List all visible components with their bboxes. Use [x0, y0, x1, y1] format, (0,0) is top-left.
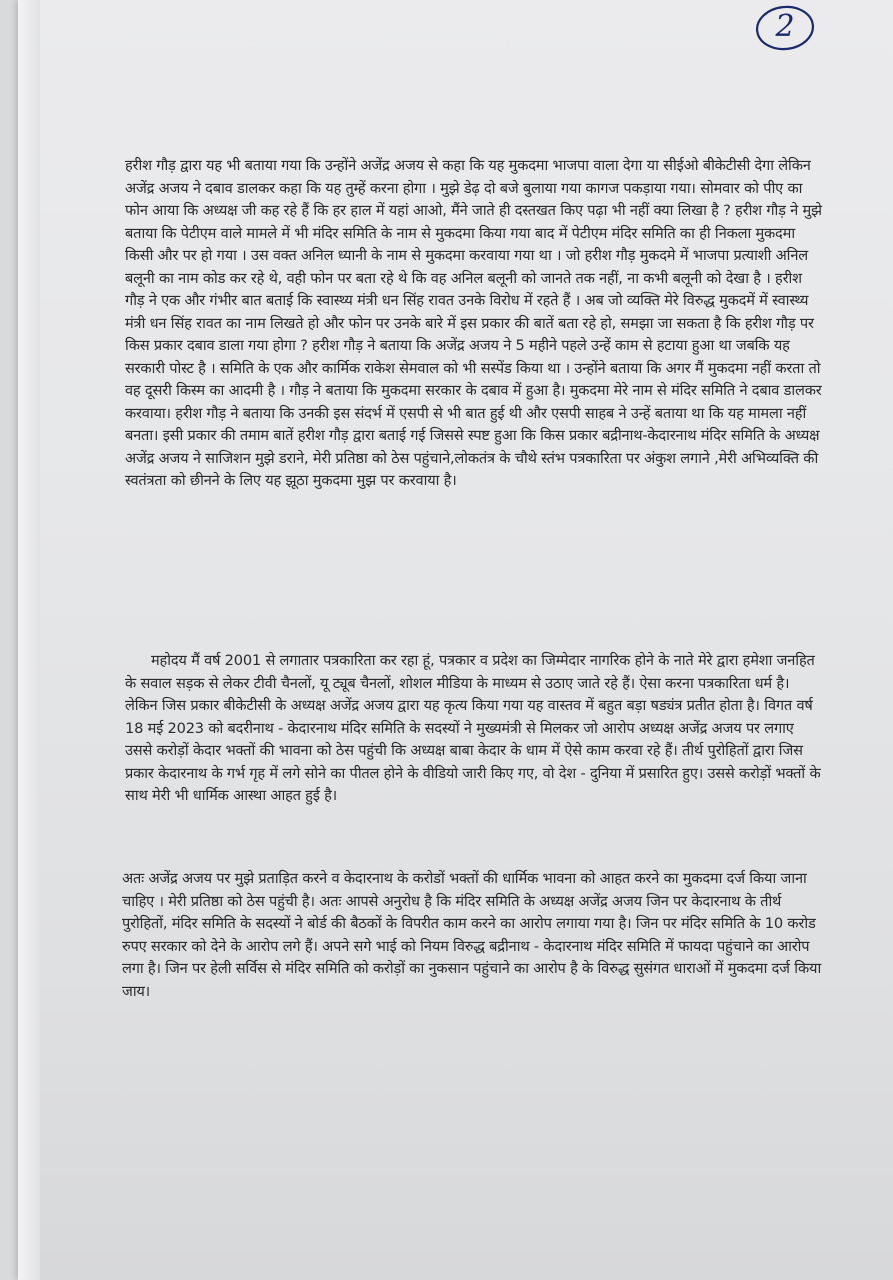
document-page — [18, 0, 893, 1280]
page-number — [753, 2, 817, 52]
paragraph-2: महोदय मैं वर्ष 2001 से लगातार पत्रकारिता कर रहा हूं, पत्रकार व प्रदेश का जिम्मेदार नागरिक होने के नाते मेरे द्वारा हमेशा जनहित के सवाल सड़क से लेकर टीवी चैनलों, यू ट्यूब चैनलों, शोशल मीडिया के माध्यम से उठाए जाते रहे हैं। ऐसा करना पत्रकारिता धर्म है। लेकिन जिस प्रकार बीकेटीसी के अध्यक्ष अजेंद्र अजय द्वारा यह कृत्य किया गया यह वास्तव में बहुत बड़ा षड्यंत्र प्रतीत होता है। विगत वर्ष 18 मई 2023 को बदरीनाथ - केदारनाथ मंदिर समिति के सदस्यों ने मुख्यमंत्री से मिलकर जो आरोप अध्यक्ष अजेंद्र अजय पर लगाए उससे करोड़ों केदार भक्तों की भावना को ठेस पहुंची कि अध्यक्ष बाबा केदार के धाम में ऐसे काम करवा रहे हैं। तीर्थ पुरोहितों द्वारा जिस प्रकार केदारनाथ के गर्भ गृह में लगे सोने का पीतल होने के वीडियो जारी किए गए, वो देश - दुनिया में प्रसारित हुए। उससे करोड़ों भक्तों के साथ मेरी भी धार्मिक आस्था आहत हुई है। — [125, 652, 821, 804]
paragraph-3: अतः अजेंद्र अजय पर मुझे प्रताड़ित करने व केदारनाथ के करोडों भक्तों की धार्मिक भावना को आहत करने का मुकदमा दर्ज किया जाना चाहिए । मेरी प्रतिष्ठा को ठेस पहुंची है। अतः आपसे अनुरोध है कि मंदिर समिति के अध्यक्ष अजेंद्र अजय जिन पर केदारनाथ के तीर्थ पुरोहितों, मंदिर समिति के सदस्यों ने बोर्ड की बैठकों के विपरीत काम करने का आरोप लगाया गया है। जिन पर मंदिर समिति के 10 करोड रुपए सरकार को देने के आरोप लगे हैं। अपने सगे भाई को नियम विरुद्ध बद्रीनाथ - केदारनाथ मंदिर समिति में फायदा पहुंचाने का आरोप लगा है। जिन पर हेली सर्विस से मंदिर समिति को करोड़ों का नुकसान पहुंचाने का आरोप है के विरुद्ध सुसंगत धाराओं में मुकदमा दर्ज किया जाय। — [122, 870, 822, 1000]
paragraph-1: हरीश गौड़ द्वारा यह भी बताया गया कि उन्होंने अजेंद्र अजय से कहा कि यह मुकदमा भाजपा वाला देगा या सीईओ बीकेटीसी देगा लेकिन अजेंद्र अजय ने दबाव डालकर कहा कि यह तुम्हें करना होगा । मुझे डेढ़ दो बजे बुलाया गया कागज पकड़ाया गया। सोमवार को पीए का फोन आया कि अध्यक्ष जी कह रहे हैं कि हर हाल में यहां आओ, मैंने जाते ही दस्तखत किए पढ़ा भी नहीं क्या लिखा है ? हरीश गौड़ ने मुझे बताया कि पेटीएम वाले मामले में भी मंदिर समिति के नाम से मुकदमा किया गया बाद में पेटीएम मंदिर समिति का ही निकला मुकदमा किसी और पर हो गया । उस वक्त अनिल ध्यानी के नाम से मुकदमा करवाया गया था । जो हरीश गौड़ मुकदमे में भाजपा प्रत्याशी अनिल बलूनी का नाम कोड कर रहे थे, वही फोन पर बता रहे थे कि वह अनिल बलूनी को जानते तक नहीं, ना कभी बलूनी को देखा है । हरीश गौड़ ने एक और गंभीर बात बताई कि स्वास्थ्य मंत्री धन सिंह रावत उनके विरोध में रहते हैं । अब जो व्यक्ति मेरे विरुद्ध मुकदमें में स्वास्थ्य मंत्री धन सिंह रावत का नाम लिखते हो और फोन पर उनके बारे में इस प्रकार की बातें बता रहे हो, समझा जा सकता है कि हरीश गौड़ पर किस प्रकार दबाव डाला गया होगा ? हरीश गौड़ ने बताया कि अजेंद्र अजय ने 5 महीने पहले उन्हें काम से हटाया हुआ था जबकि यह सरकारी पोस्ट है । समिति के एक और कार्मिक राकेश सेमवाल को भी सस्पेंड किया था । उन्होंने बताया कि अगर मैं मुकदमा नहीं करता तो वह दूसरी किस्म का आदमी है । गौड़ ने बताया कि मुकदमा सरकार के दबाव में हुआ है। मुकदमा मेरे नाम से मंदिर समिति ने दबाव डालकर करवाया। हरीश गौड़ ने बताया कि उनकी इस संदर्भ में एसपी से भी बात हुई थी और एसपी साहब ने उन्हें बताया था कि यह मामला नहीं बनता। इसी प्रकार की तमाम बातें हरीश गौड़ द्वारा बताई गई जिससे स्पष्ट हुआ कि किस प्रकार बद्रीनाथ-केदारनाथ मंदिर समिति के अध्यक्ष अजेंद्र अजय ने साजिशन मुझे डराने, मेरी प्रतिष्ठा को ठेस पहुंचाने,लोकतंत्र के चौथे स्तंभ पत्रकारिता पर अंकुश लगाने ,मेरी अभिव्यक्ति की स्वतंत्रता को छीनने के लिए यह झूठा मुकदमा मुझ पर करवाया है। — [125, 157, 822, 489]
page-edge — [18, 0, 40, 1280]
page-number-value: 2 — [775, 9, 795, 44]
